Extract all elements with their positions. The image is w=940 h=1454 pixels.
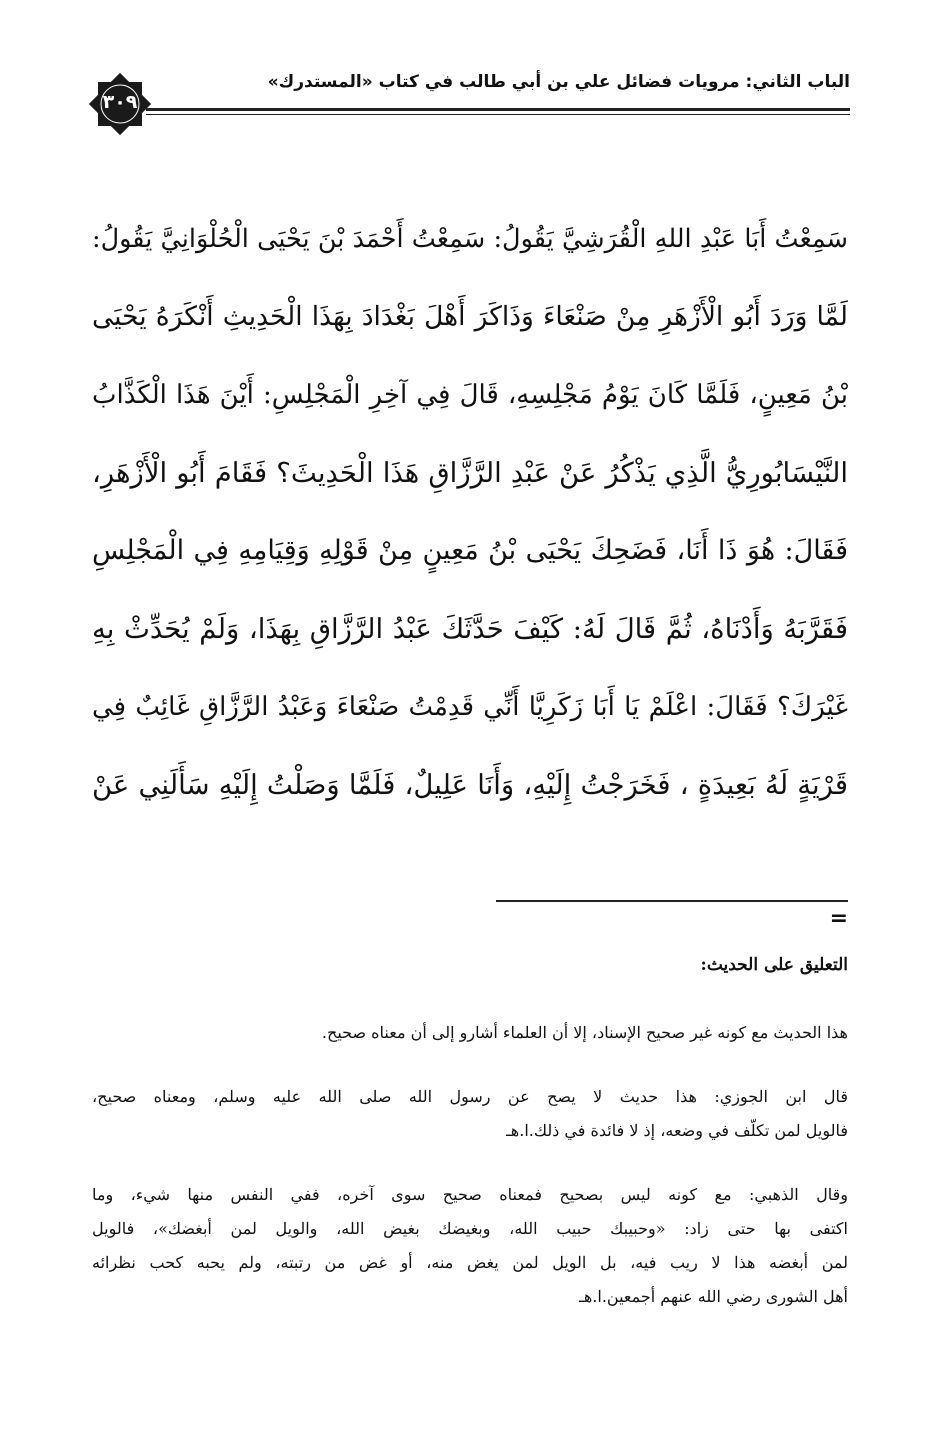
text-line: بْنُ مَعِينٍ، فَلَمَّا كَانَ يَوْمُ مَجْلِسِهِ، قَالَ فِي آخِرِ الْمَجْلِسِ: أَيْنَ هَذَا الْكَذَّابُ: [92, 380, 848, 410]
footnote-line: فالويل لمن تكلّف في وضعه، إذ لا فائدة في ذلك.ا.هـ: [506, 1121, 848, 1140]
text-line: سَمِعْتُ أَبَا عَبْدِ اللهِ الْقُرَشِيَّ يَقُولُ: سَمِعْتُ أَحْمَدَ بْنَ يَحْيَى الْحُلْوَانِيَّ يَقُولُ:: [92, 224, 848, 254]
text-line: لَمَّا وَرَدَ أَبُو الْأَزْهَرِ مِنْ صَنْعَاءَ وَذَاكَرَ أَهْلَ بَغْدَادَ بِهَذَا الْحَدِيثِ أَنْكَرَهُ يَحْيَى: [92, 301, 848, 332]
page-number: ٣٠٩: [102, 91, 138, 113]
header-rule-thin: [146, 114, 850, 115]
text-line: غَيْرَكَ؟ فَقَالَ: اعْلَمْ يَا أَبَا زَكَرِيَّا أَنِّي قَدِمْتُ صَنْعَاءَ وَعَبْدُ الرَّزَّاقِ غَائِبٌ فِي: [92, 692, 848, 722]
footnote-line: لمن أبغضه هذا لا ريب فيه، بل الويل لمن يغض منه، أو غض من رتبته، ولم يحبه كحب نظرائه: [92, 1253, 848, 1272]
text-line: فَقَالَ: هُوَ ذَا أَنَا، فَضَحِكَ يَحْيَى بْنُ مَعِينٍ مِنْ قَوْلِهِ وَقِيَامِهِ فِي الْمَجْلِسِ: [92, 535, 848, 566]
continuation-marker: =: [829, 906, 848, 931]
footnotes: [92, 950, 848, 1314]
footnote-line: قال ابن الجوزي: هذا حديث لا يصح عن رسول الله صلى الله عليه وسلم، ومعناه صحيح،: [92, 1087, 848, 1106]
footnote-line: اكتفى بها حتى زاد: «وحبيبك حبيب الله، وبغيضك بغيض الله، والويل لمن أبغضك»، فالويل: [92, 1219, 848, 1238]
hadith-text: [92, 210, 848, 834]
header-rule-thick: [146, 108, 850, 111]
page-number-badge: [88, 72, 152, 136]
text-line: النَّيْسَابُورِيُّ الَّذِي يَذْكُرُ عَنْ عَبْدِ الرَّزَّاقِ هَذَا الْحَدِيثَ؟ فَقَامَ أَبُو الْأَزْهَرِ،: [92, 457, 848, 489]
page-header: [80, 68, 850, 128]
footnote-line: أهل الشورى رضي الله عنهم أجمعين.ا.هـ: [579, 1287, 848, 1306]
running-title: الباب الثاني: مرويات فضائل علي بن أبي طالب في كتاب «المستدرك»: [267, 72, 850, 92]
footnote-line: وقال الذهبي: مع كونه ليس بصحيح فمعناه صحيح سوى آخره، ففي النفس منها شيء، وما: [92, 1185, 848, 1204]
text-line: قَرْيَةٍ لَهُ بَعِيدَةٍ ، فَخَرَجْتُ إِلَيْهِ، وَأَنَا عَلِيلٌ، فَلَمَّا وَصَلْتُ إِلَيْهِ سَأَلَنِي عَنْ: [92, 769, 848, 801]
footnote-heading: التعليق على الحديث:: [700, 955, 848, 975]
text-line: فَقَرَّبَهُ وَأَدْنَاهُ، ثُمَّ قَالَ لَهُ: كَيْفَ حَدَّثَكَ عَبْدُ الرَّزَّاقِ بِهَذَا، وَلَمْ يُحَدِّثْ بِهِ: [92, 613, 848, 645]
footnote-separator: [496, 900, 848, 902]
footnote-paragraph: هذا الحديث مع كونه غير صحيح الإسناد، إلا أن العلماء أشارو إلى أن معناه صحيح.: [321, 1023, 848, 1042]
